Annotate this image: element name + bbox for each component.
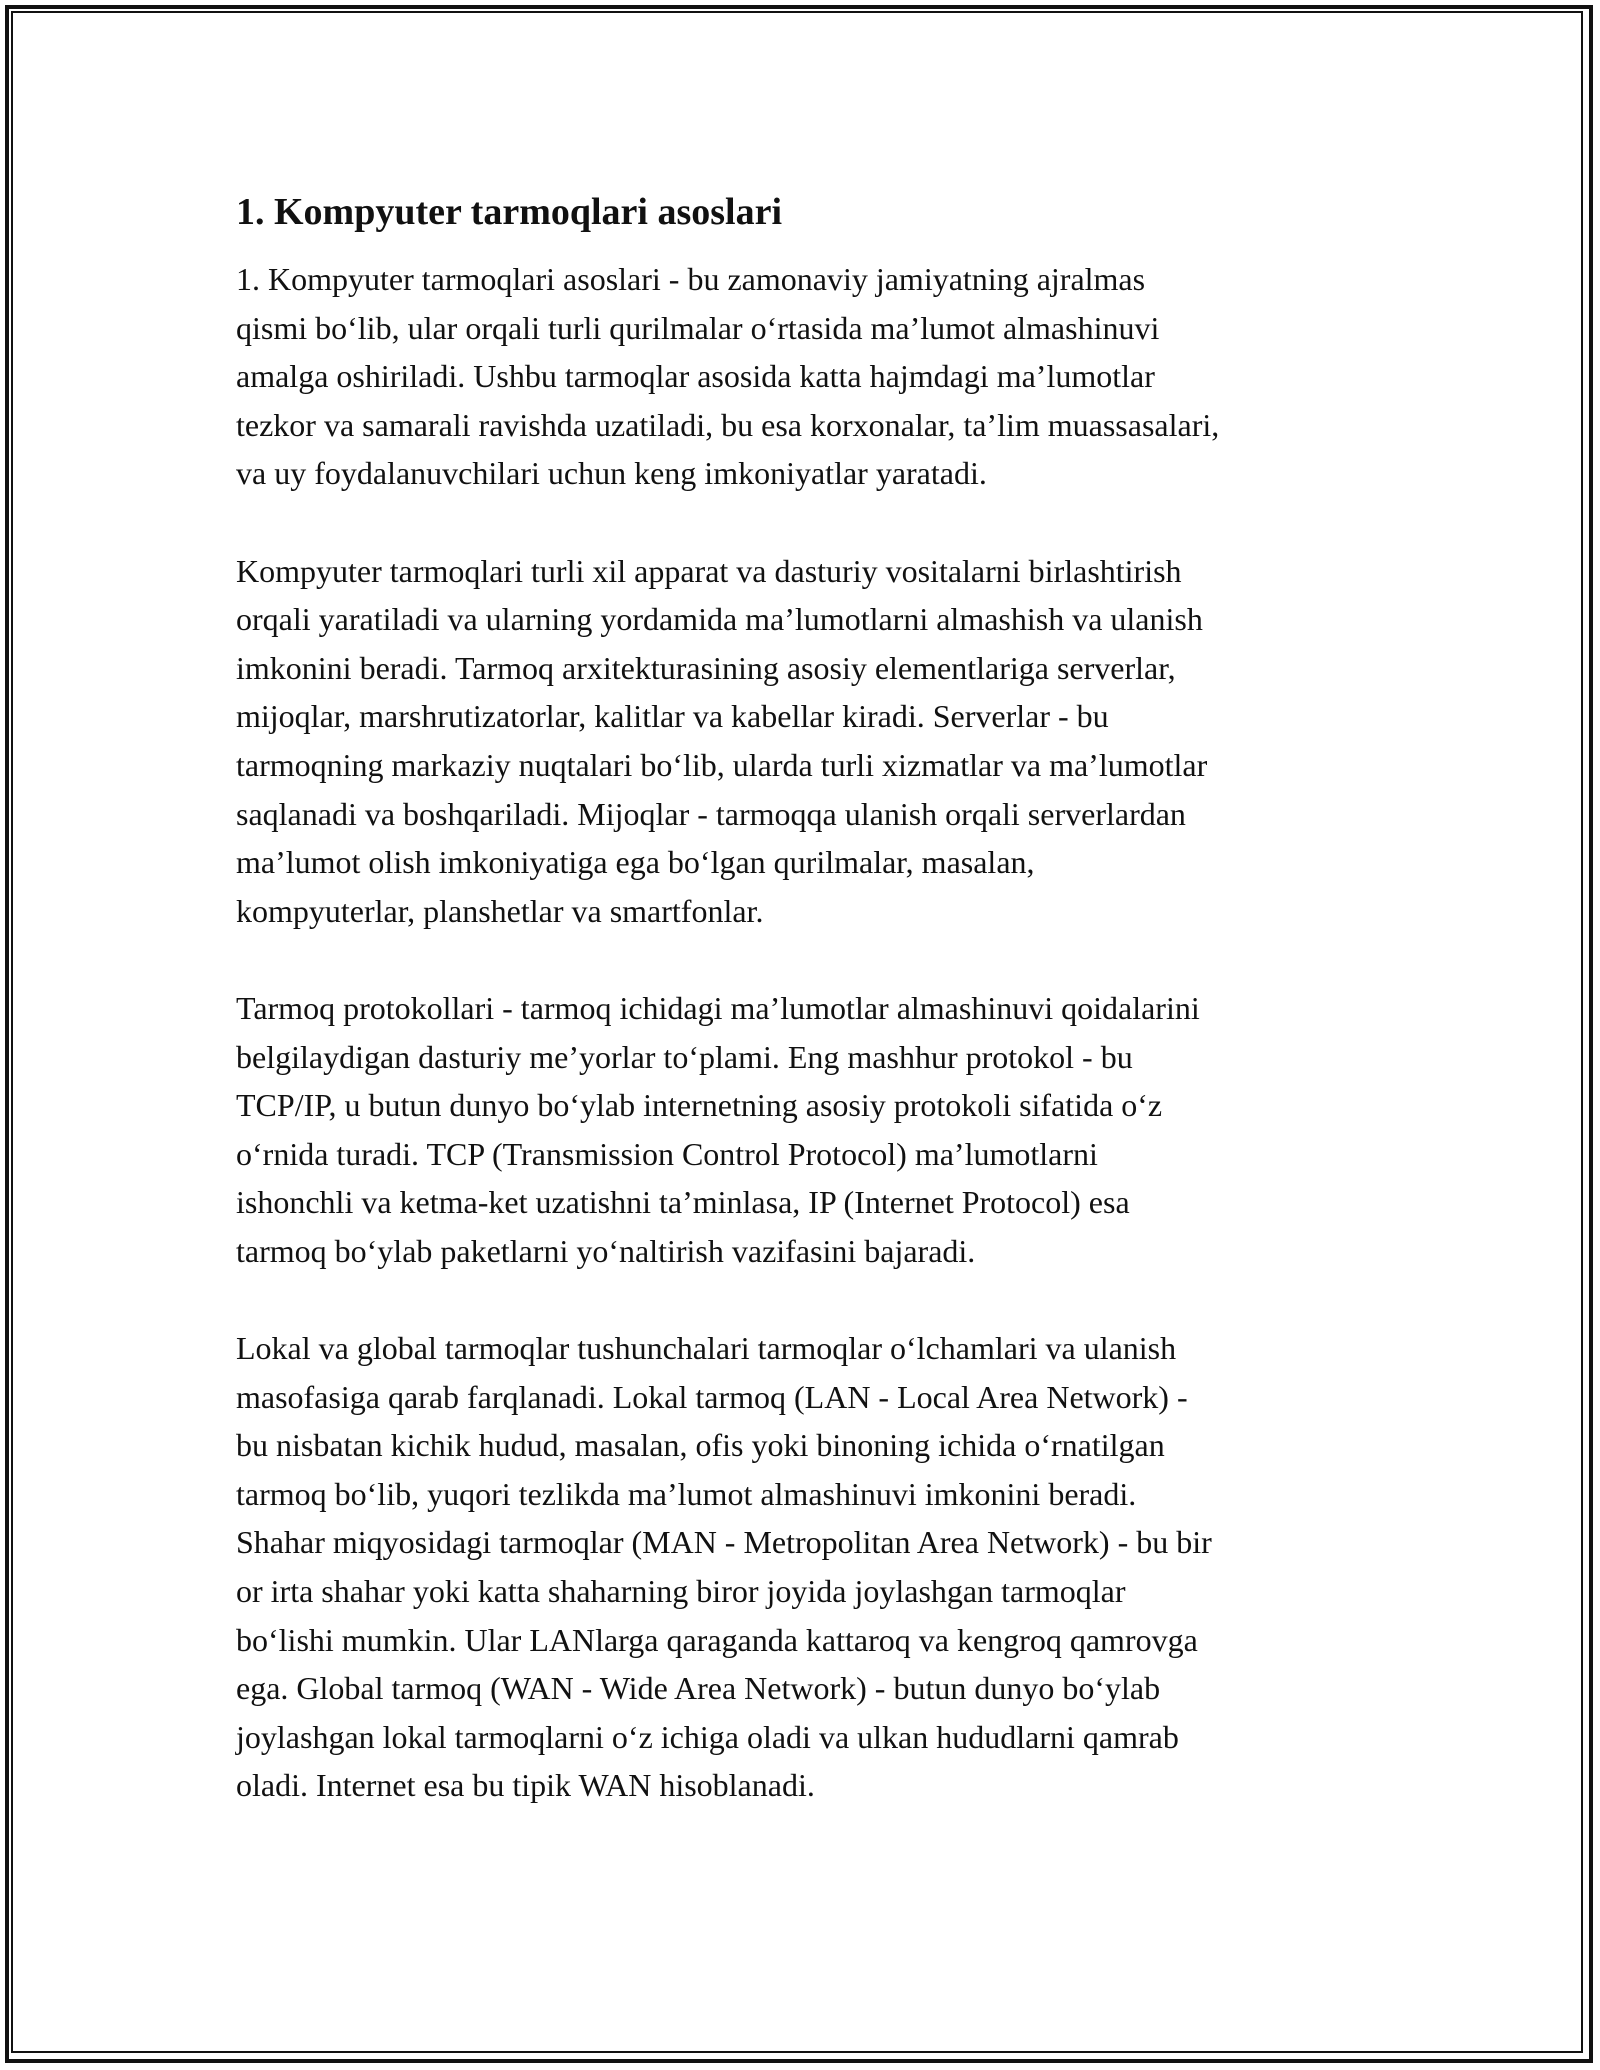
- text-line: mijoqlar, marshrutizatorlar, kalitlar va kabellar kiradi. Serverlar - bu: [236, 698, 1109, 735]
- text-line: o‘rnida turadi. TCP (Transmission Control Protocol) ma’lumotlarni: [236, 1135, 1098, 1172]
- paragraph-architecture: [236, 547, 1366, 936]
- text-line: 1. Kompyuter tarmoqlari asoslari - bu zamonaviy jamiyatning ajralmas: [236, 261, 1146, 297]
- text-line: tarmoq bo‘ylab paketlarni yo‘naltirish vazifasini bajaradi.: [236, 1232, 976, 1269]
- text-line: orqali yaratiladi va ularning yordamida ma’lumotlarni almashish va ulanish: [236, 601, 1203, 638]
- paragraph-network-types: [236, 1324, 1366, 1810]
- text-line: amalga oshiriladi. Ushbu tarmoqlar asosida katta hajmdagi ma’lumotlar: [236, 358, 1155, 395]
- text-line: ma’lumot olish imkoniyatiga ega bo‘lgan qurilmalar, masalan,: [236, 844, 1035, 881]
- document-body: [236, 186, 1366, 1810]
- text-line: belgilaydigan dasturiy me’yorlar to‘plami. Eng mashhur protokol - bu: [236, 1038, 1133, 1075]
- text-line: TCP/IP, u butun dunyo bo‘ylab internetning asosiy protokoli sifatida o‘z: [236, 1087, 1163, 1124]
- text-line: oladi. Internet esa bu tipik WAN hisoblanadi.: [236, 1767, 815, 1804]
- text-line: masofasiga qarab farqlanadi. Lokal tarmoq (LAN - Local Area Network) -: [236, 1378, 1188, 1415]
- text-line: tarmoq bo‘lib, yuqori tezlikda ma’lumot almashinuvi imkonini beradi.: [236, 1475, 1137, 1512]
- text-line: or irta shahar yoki katta shaharning biror joyida joylashgan tarmoqlar: [236, 1573, 1126, 1610]
- paragraph-intro: [236, 255, 1366, 498]
- text-line: ishonchli va ketma-ket uzatishni ta’minlasa, IP (Internet Protocol) esa: [236, 1184, 1130, 1221]
- text-line: saqlanadi va boshqariladi. Mijoqlar - tarmoqqa ulanish orqali serverlardan: [236, 795, 1186, 832]
- text-line: va uy foydalanuvchilari uchun keng imkoniyatlar yaratadi.: [236, 455, 987, 492]
- text-line: kompyuterlar, planshetlar va smartfonlar.: [236, 892, 764, 929]
- section-heading: 1. Kompyuter tarmoqlari asoslari: [236, 191, 783, 233]
- text-line: ega. Global tarmoq (WAN - Wide Area Network) - butun dunyo bo‘ylab: [236, 1670, 1161, 1707]
- text-line: tarmoqning markaziy nuqtalari bo‘lib, ularda turli xizmatlar va ma’lumotlar: [236, 746, 1208, 783]
- text-line: joylashgan lokal tarmoqlarni o‘z ichiga oladi va ulkan hududlarni qamrab: [236, 1718, 1179, 1755]
- text-line: imkonini beradi. Tarmoq arxitekturasining asosiy elementlariga serverlar,: [236, 649, 1176, 686]
- text-line: bu nisbatan kichik hudud, masalan, ofis yoki binoning ichida o‘rnatilgan: [236, 1427, 1165, 1464]
- text-line: Kompyuter tarmoqlari turli xil apparat va dasturiy vositalarni birlashtirish: [236, 552, 1182, 589]
- paragraph-protocols: [236, 984, 1366, 1276]
- text-line: qismi bo‘lib, ular orqali turli qurilmalar o‘rtasida ma’lumot almashinuvi: [236, 309, 1160, 346]
- text-line: tezkor va samarali ravishda uzatiladi, bu esa korxonalar, ta’lim muassasalari,: [236, 406, 1220, 443]
- text-line: Lokal va global tarmoqlar tushunchalari tarmoqlar o‘lchamlari va ulanish: [236, 1330, 1177, 1367]
- text-line: bo‘lishi mumkin. Ular LANlarga qaraganda kattaroq va kengroq qamrovga: [236, 1621, 1198, 1658]
- text-line: Shahar miqyosidagi tarmoqlar (MAN - Metropolitan Area Network) - bu bir: [236, 1524, 1212, 1561]
- text-line: Tarmoq protokollari - tarmoq ichidagi ma’lumotlar almashinuvi qoidalarini: [236, 989, 1200, 1026]
